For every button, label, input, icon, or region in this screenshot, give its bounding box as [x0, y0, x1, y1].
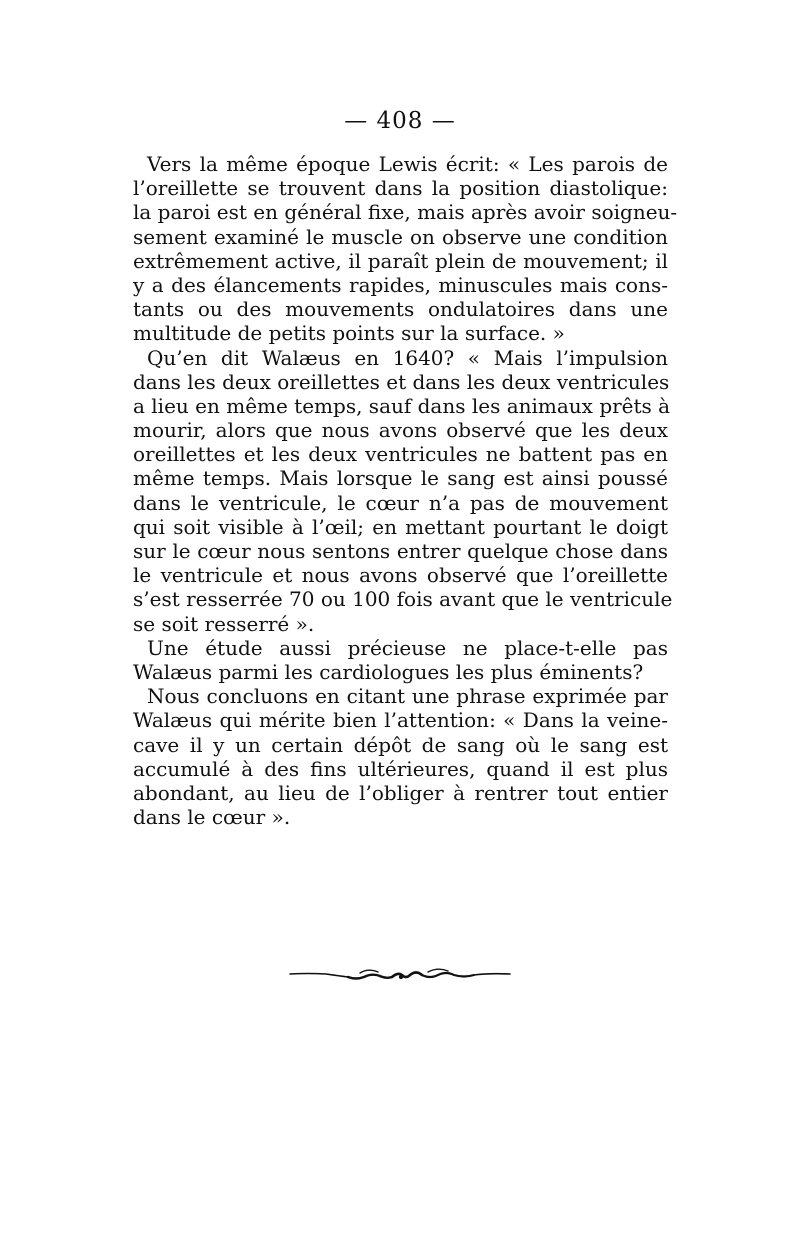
- text-line: accumulé à des fins ultérieures, quand il est plus: [133, 756, 668, 781]
- text-line: dans les deux oreillettes et dans les deux ventricules: [133, 369, 670, 394]
- page-number: — 408 —: [344, 108, 456, 134]
- text-line: mourir, alors que nous avons observé que les deux: [133, 418, 668, 443]
- text-line: sur le cœur nous sentons entrer quelque chose dans: [133, 539, 668, 563]
- text-line: la paroi est en général fixe, mais après avoir soigneu-: [133, 200, 678, 225]
- text-line: dans le ventricule, le cœur n’a pas de mouvement: [133, 490, 668, 515]
- text-line: oreillettes et les deux ventricules ne battent pas en: [133, 442, 668, 467]
- text-line: Une étude aussi précieuse ne place-t-elle pas: [147, 635, 668, 660]
- text-line: même temps. Mais lorsque le sang est ainsi poussé: [133, 466, 668, 491]
- text-line: multitude de petits points sur la surface. »: [133, 321, 565, 346]
- text-line: y a des élancements rapides, minuscules mais cons-: [133, 272, 668, 297]
- text-line: Walæus qui mérite bien l’attention: « Dans la veine-: [133, 708, 668, 733]
- text-line: a lieu en même temps, sauf dans les animaux prêts à: [133, 393, 671, 418]
- text-line: Walæus parmi les cardiologues les plus éminents?: [133, 659, 644, 684]
- text-line: dans le cœur ».: [133, 805, 291, 830]
- text-line: abondant, au lieu de l’obliger à rentrer tout entier: [133, 780, 668, 805]
- ornamental-divider-icon: [288, 962, 512, 988]
- text-line: se soit resserré ».: [133, 611, 315, 636]
- text-line: sement examiné le muscle on observe une condition: [133, 224, 668, 249]
- text-line: Vers la même époque Lewis écrit: « Les parois de: [147, 152, 668, 176]
- text-line: extrêmement active, il paraît plein de mouvement; il: [133, 248, 668, 273]
- text-line: l’oreillette se trouvent dans la position diastolique:: [133, 176, 668, 201]
- text-line: Qu’en dit Walæus en 1640? « Mais l’impulsion: [147, 345, 668, 370]
- text-line: Nous concluons en citant une phrase exprimée par: [147, 684, 668, 709]
- text-line: le ventricule et nous avons observé que l’oreillette: [133, 563, 668, 588]
- text-line: tants ou des mouvements ondulatoires dans une: [133, 297, 668, 322]
- body-text: [133, 152, 678, 830]
- text-line: s’est resserrée 70 ou 100 fois avant que le ventricule: [133, 587, 673, 612]
- text-line: cave il y un certain dépôt de sang où le sang est: [133, 732, 668, 757]
- text-line: qui soit visible à l’œil; en mettant pourtant le doigt: [133, 514, 668, 539]
